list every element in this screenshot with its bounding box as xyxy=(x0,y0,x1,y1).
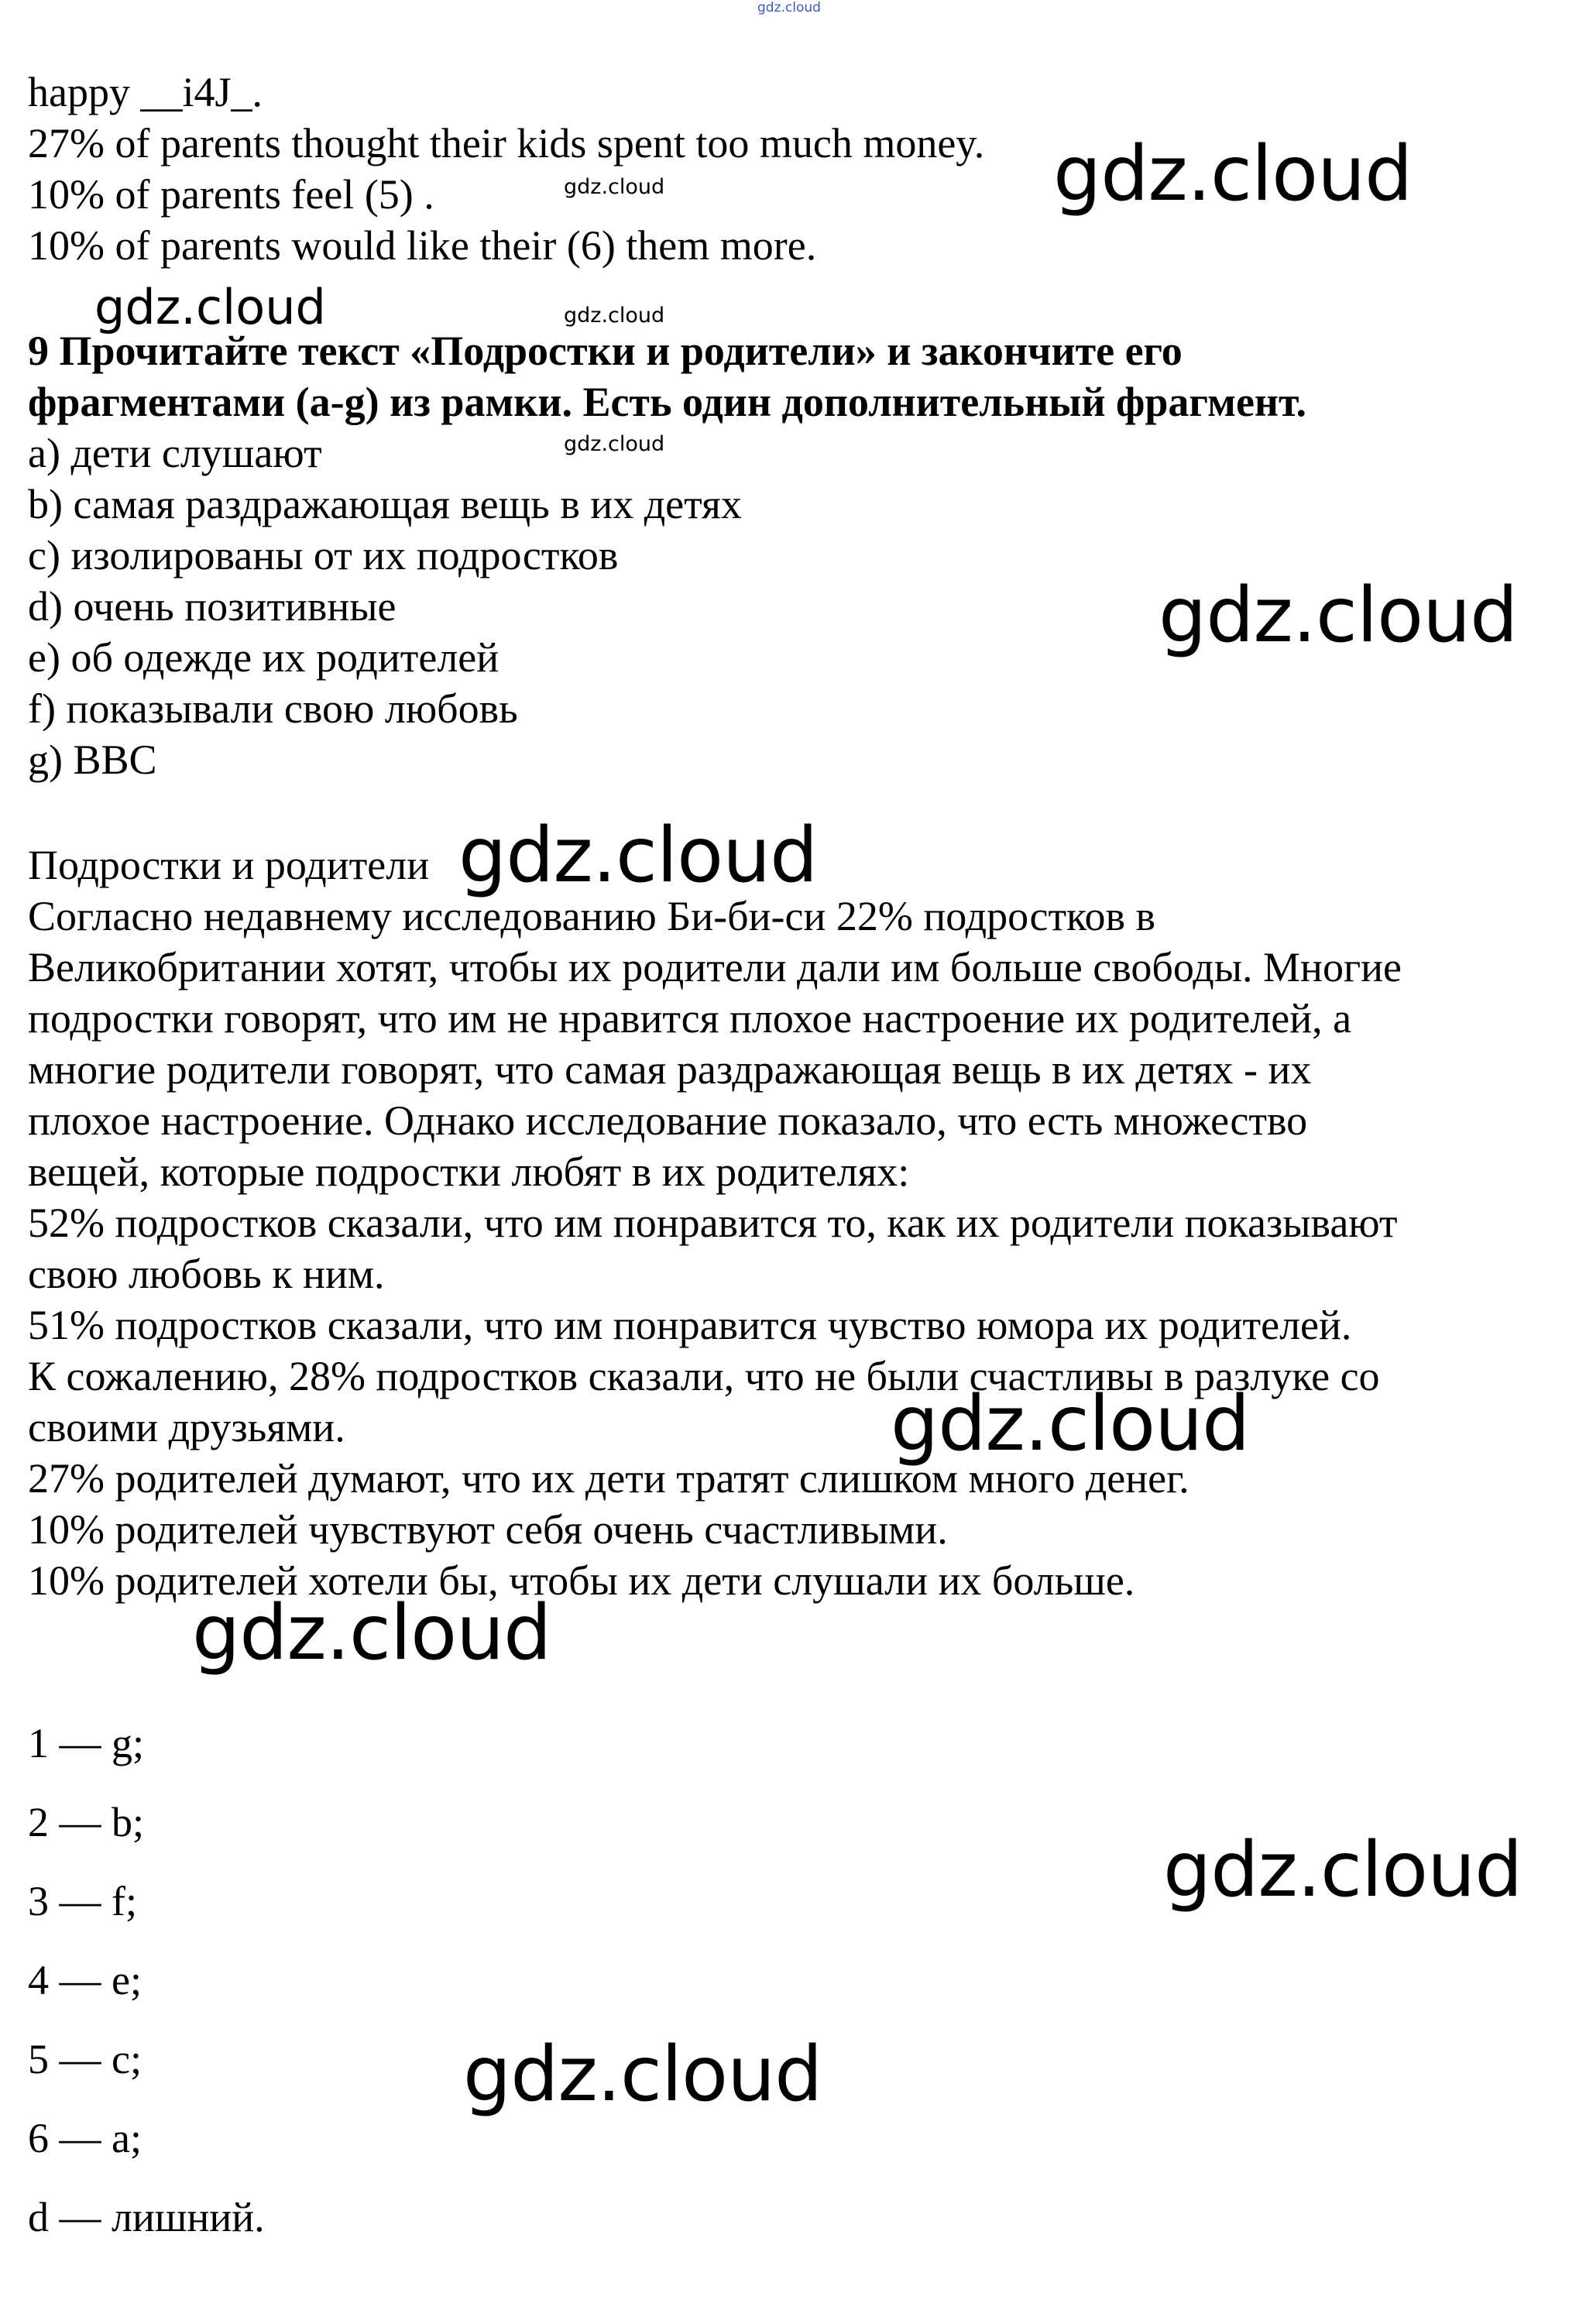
watermark: gdz.cloud xyxy=(564,304,665,328)
article-line: 10% родителей хотели бы, чтобы их дети слушали их больше. xyxy=(28,1557,1135,1604)
watermark: gdz.cloud xyxy=(891,1380,1250,1468)
option-item: b) самая раздражающая вещь в их детях xyxy=(28,481,742,527)
article-line: свою любовь к ним. xyxy=(28,1251,385,1297)
answer-item: 4 — e; xyxy=(28,1957,142,2003)
article-line: К сожалению, 28% подростков сказали, что не были счастливы в разлуке со xyxy=(28,1353,1380,1399)
watermark: gdz.cloud xyxy=(192,1589,551,1677)
article-line: плохое настроение. Однако исследование показало, что есть множество xyxy=(28,1097,1308,1144)
answer-item: 5 — c; xyxy=(28,2036,142,2082)
article-line: Согласно недавнему исследованию Би-би-си 22% подростков в xyxy=(28,893,1156,939)
option-item: a) дети слушают xyxy=(28,430,322,476)
text-line: happy __i4J_. xyxy=(28,69,263,115)
watermark: gdz.cloud xyxy=(1163,1826,1522,1914)
article-line: 27% родителей думают, что их дети тратят слишком много денег. xyxy=(28,1455,1190,1502)
article-line: Великобритании хотят, чтобы их родители дали им больше свободы. Многие xyxy=(28,944,1402,990)
article-title: Подростки и родители xyxy=(28,842,430,888)
watermark: gdz.cloud xyxy=(463,2030,822,2119)
watermark: gdz.cloud xyxy=(564,175,665,199)
watermark: gdz.cloud xyxy=(458,812,818,900)
article-line: 52% подростков сказали, что им понравится то, как их родители показывают xyxy=(28,1200,1398,1246)
text-line: 10% of parents would like their (6) them more. xyxy=(28,222,817,269)
answer-item: 2 — b; xyxy=(28,1799,145,1845)
option-item: f) показывали свою любовь xyxy=(28,685,518,732)
watermark: gdz.cloud xyxy=(1053,130,1413,218)
task-title-line: фрагментами (a-g) из рамки. Есть один дополнительный фрагмент. xyxy=(28,379,1307,425)
article-line: своими друзьями. xyxy=(28,1404,345,1450)
task-title-line: 9 Прочитайте текст «Подростки и родители» и закончите его xyxy=(28,328,1183,374)
watermark: gdz.cloud xyxy=(1159,572,1518,660)
option-item: c) изолированы от их подростков xyxy=(28,532,619,578)
text-line: 10% of parents feel (5) . xyxy=(28,171,434,218)
text-line: 27% of parents thought their kids spent too much money. xyxy=(28,120,985,166)
answer-item: d — лишний. xyxy=(28,2194,265,2240)
answer-item: 1 — g; xyxy=(28,1720,145,1766)
article-line: подростки говорят, что им не нравится плохое настроение их родителей, а xyxy=(28,995,1352,1042)
option-item: g) BBC xyxy=(28,736,157,783)
article-line: вещей, которые подростки любят в их родителях: xyxy=(28,1148,910,1195)
answer-item: 6 — a; xyxy=(28,2115,142,2161)
watermark: gdz.cloud xyxy=(564,432,665,456)
article-line: 10% родителей чувствуют себя очень счастливыми. xyxy=(28,1506,948,1553)
watermark: gdz.cloud xyxy=(94,279,326,335)
option-item: e) об одежде их родителей xyxy=(28,634,499,681)
article-line: 51% подростков сказали, что им понравится чувство юмора их родителей. xyxy=(28,1302,1352,1348)
answer-item: 3 — f; xyxy=(28,1878,137,1924)
watermark-header: gdz.cloud xyxy=(757,0,821,15)
article-line: многие родители говорят, что самая раздражающая вещь в их детях - их xyxy=(28,1046,1312,1093)
option-item: d) очень позитивные xyxy=(28,583,396,630)
